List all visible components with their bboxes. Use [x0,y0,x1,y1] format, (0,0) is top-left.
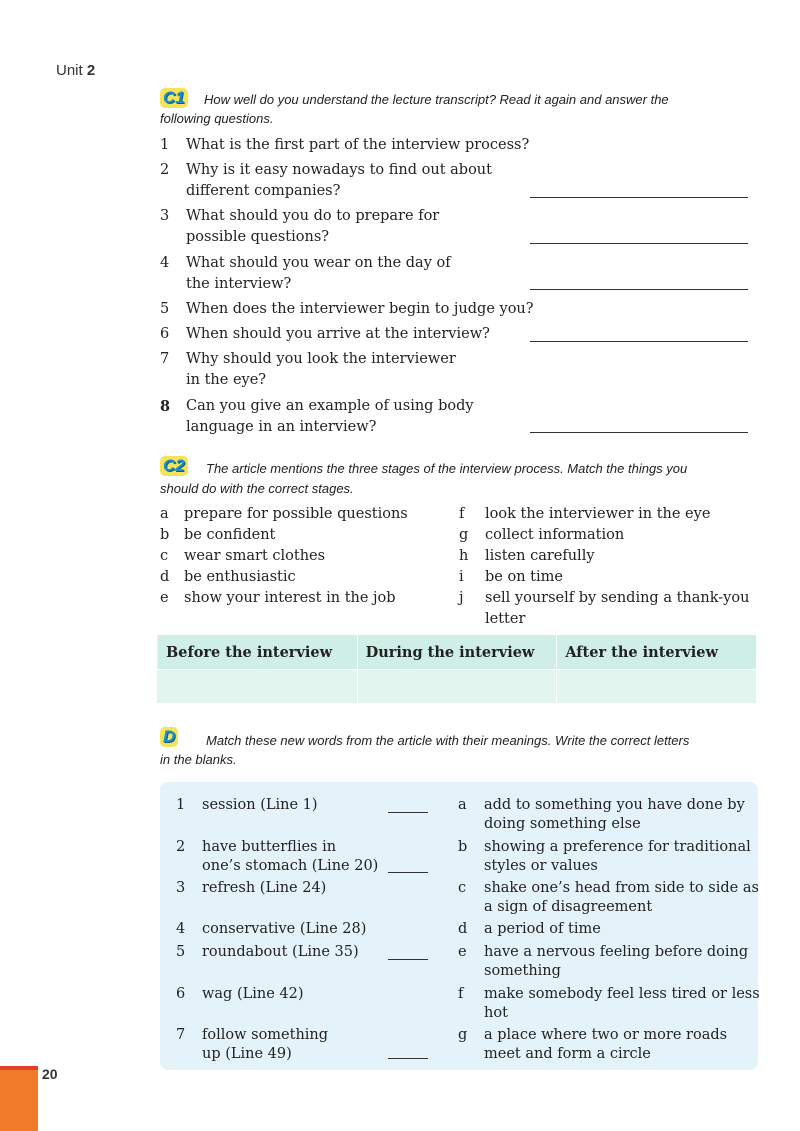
blank-5[interactable] [388,959,428,960]
page-number: 20 [42,1066,58,1082]
word-number: 5 [176,944,186,960]
answer-line-6[interactable] [530,341,748,342]
word-text-cont: up (Line 49) [202,1045,292,1062]
d-instruction-line1: Match these new words from the article with their meanings. Write the correct letters [206,733,690,748]
matching-box [160,782,758,1070]
blank-1[interactable] [388,812,428,813]
item-text: be confident [184,527,276,543]
meaning-letter: f [458,986,464,1002]
question-number: 7 [160,351,170,367]
meaning-letter: a [458,797,467,813]
word-number: 6 [176,986,186,1002]
meaning-text-cont: hot [484,1004,508,1021]
question-text: What is the first part of the interview process? [186,137,530,153]
stage-header-after: After the interview [557,635,757,670]
question-number: 6 [160,326,170,342]
question-text: When should you arrive at the interview? [186,326,490,342]
meaning-text-cont: something [484,962,561,979]
word-text-cont: one’s stomach (Line 20) [202,857,379,874]
word-text: follow something [202,1027,329,1043]
page-color-tab [0,1066,38,1131]
d-instruction-line2: in the blanks. [160,752,237,767]
blank-7[interactable] [388,1058,428,1059]
question-text-cont: the interview? [186,276,292,292]
item-letter: j [459,590,464,606]
meaning-letter: g [458,1027,468,1043]
d-badge: D [160,727,178,747]
meaning-text: showing a preference for traditional [484,839,751,855]
question-number: 5 [160,301,170,317]
question-text-cont: possible questions? [186,229,330,245]
c1-instruction-line1: How well do you understand the lecture transcript? Read it again and answer the [204,92,669,107]
question-text: Why should you look the interviewer [186,351,456,367]
word-text: conservative (Line 28) [202,921,367,937]
item-text-cont: letter [485,611,526,627]
question-text-cont: in the eye? [186,372,267,388]
item-letter: i [459,569,464,585]
question-number: 4 [160,255,170,271]
blank-2[interactable] [388,872,428,873]
stage-answer-before[interactable] [158,670,358,704]
meaning-letter: b [458,839,468,855]
word-number: 7 [176,1027,186,1043]
meaning-text: a place where two or more roads [484,1027,728,1043]
c1-badge: C1 [160,88,188,108]
stages-header-row [158,635,757,670]
stage-header-before: Before the interview [158,635,358,670]
answer-line-4[interactable] [530,289,748,290]
unit-label [56,62,95,79]
question-text: What should you wear on the day of [186,255,451,271]
item-letter: g [459,527,469,543]
item-text: wear smart clothes [184,548,326,564]
question-text: When does the interviewer begin to judge you? [186,301,534,317]
word-text: have butterflies in [202,839,337,855]
word-text: roundabout (Line 35) [202,944,359,960]
item-text: prepare for possible questions [184,506,408,522]
c2-instruction-line1: The article mentions the three stages of the interview process. Match the things you [206,461,688,476]
item-text: be on time [485,569,563,585]
answer-line-3[interactable] [530,243,748,244]
item-letter: f [459,506,465,522]
item-letter: h [459,548,469,564]
word-number: 4 [176,921,186,937]
meaning-text-cont: meet and form a circle [484,1045,651,1062]
item-letter: e [160,590,169,606]
question-text: Why is it easy nowadays to find out about [186,162,492,178]
meaning-text: make somebody feel less tired or less [484,986,760,1002]
item-text: listen carefully [485,548,595,564]
meaning-letter: c [458,880,467,896]
word-text: session (Line 1) [202,797,318,813]
item-letter: d [160,569,170,585]
stage-answer-after[interactable] [557,670,757,704]
c1-instruction-line2: following questions. [160,111,274,126]
unit-label-text: Unit [56,62,83,79]
answer-line-2[interactable] [530,197,748,198]
question-text-cont: different companies? [186,183,341,199]
item-letter: a [160,506,169,522]
answer-line-8[interactable] [530,432,748,433]
unit-number: 2 [86,62,96,79]
meaning-text: shake one’s head from side to side as [484,880,759,896]
stage-header-during: During the interview [357,635,557,670]
meaning-text-cont: a sign of disagreement [484,898,653,915]
question-number: 3 [160,208,170,224]
item-letter: c [160,548,169,564]
word-number: 2 [176,839,186,855]
stages-answer-row [158,670,757,704]
item-text: be enthusiastic [184,569,296,585]
meaning-letter: d [458,921,468,937]
word-number: 1 [176,797,186,813]
meaning-text-cont: styles or values [484,857,598,874]
question-number: 2 [160,162,170,178]
question-text-cont: language in an interview? [186,419,377,435]
meaning-text-cont: doing something else [484,815,641,832]
stages-table [157,634,757,704]
meaning-text: have a nervous feeling before doing [484,944,749,960]
question-text: Can you give an example of using body [186,398,474,414]
item-text: sell yourself by sending a thank-you [485,590,750,606]
meaning-letter: e [458,944,467,960]
item-text: look the interviewer in the eye [485,506,711,522]
word-number: 3 [176,880,186,896]
word-text: wag (Line 42) [202,986,304,1002]
c2-instruction-line2: should do with the correct stages. [160,481,354,496]
item-text: show your interest in the job [184,590,396,606]
question-text: What should you do to prepare for [186,208,440,224]
item-text: collect information [485,527,625,543]
item-letter: b [160,527,170,543]
question-number: 8 [160,398,171,415]
word-text: refresh (Line 24) [202,880,327,896]
meaning-text: add to something you have done by [484,797,745,813]
c2-badge: C2 [160,456,188,476]
question-number: 1 [160,137,170,153]
meaning-text: a period of time [484,921,601,937]
stage-answer-during[interactable] [357,670,557,704]
